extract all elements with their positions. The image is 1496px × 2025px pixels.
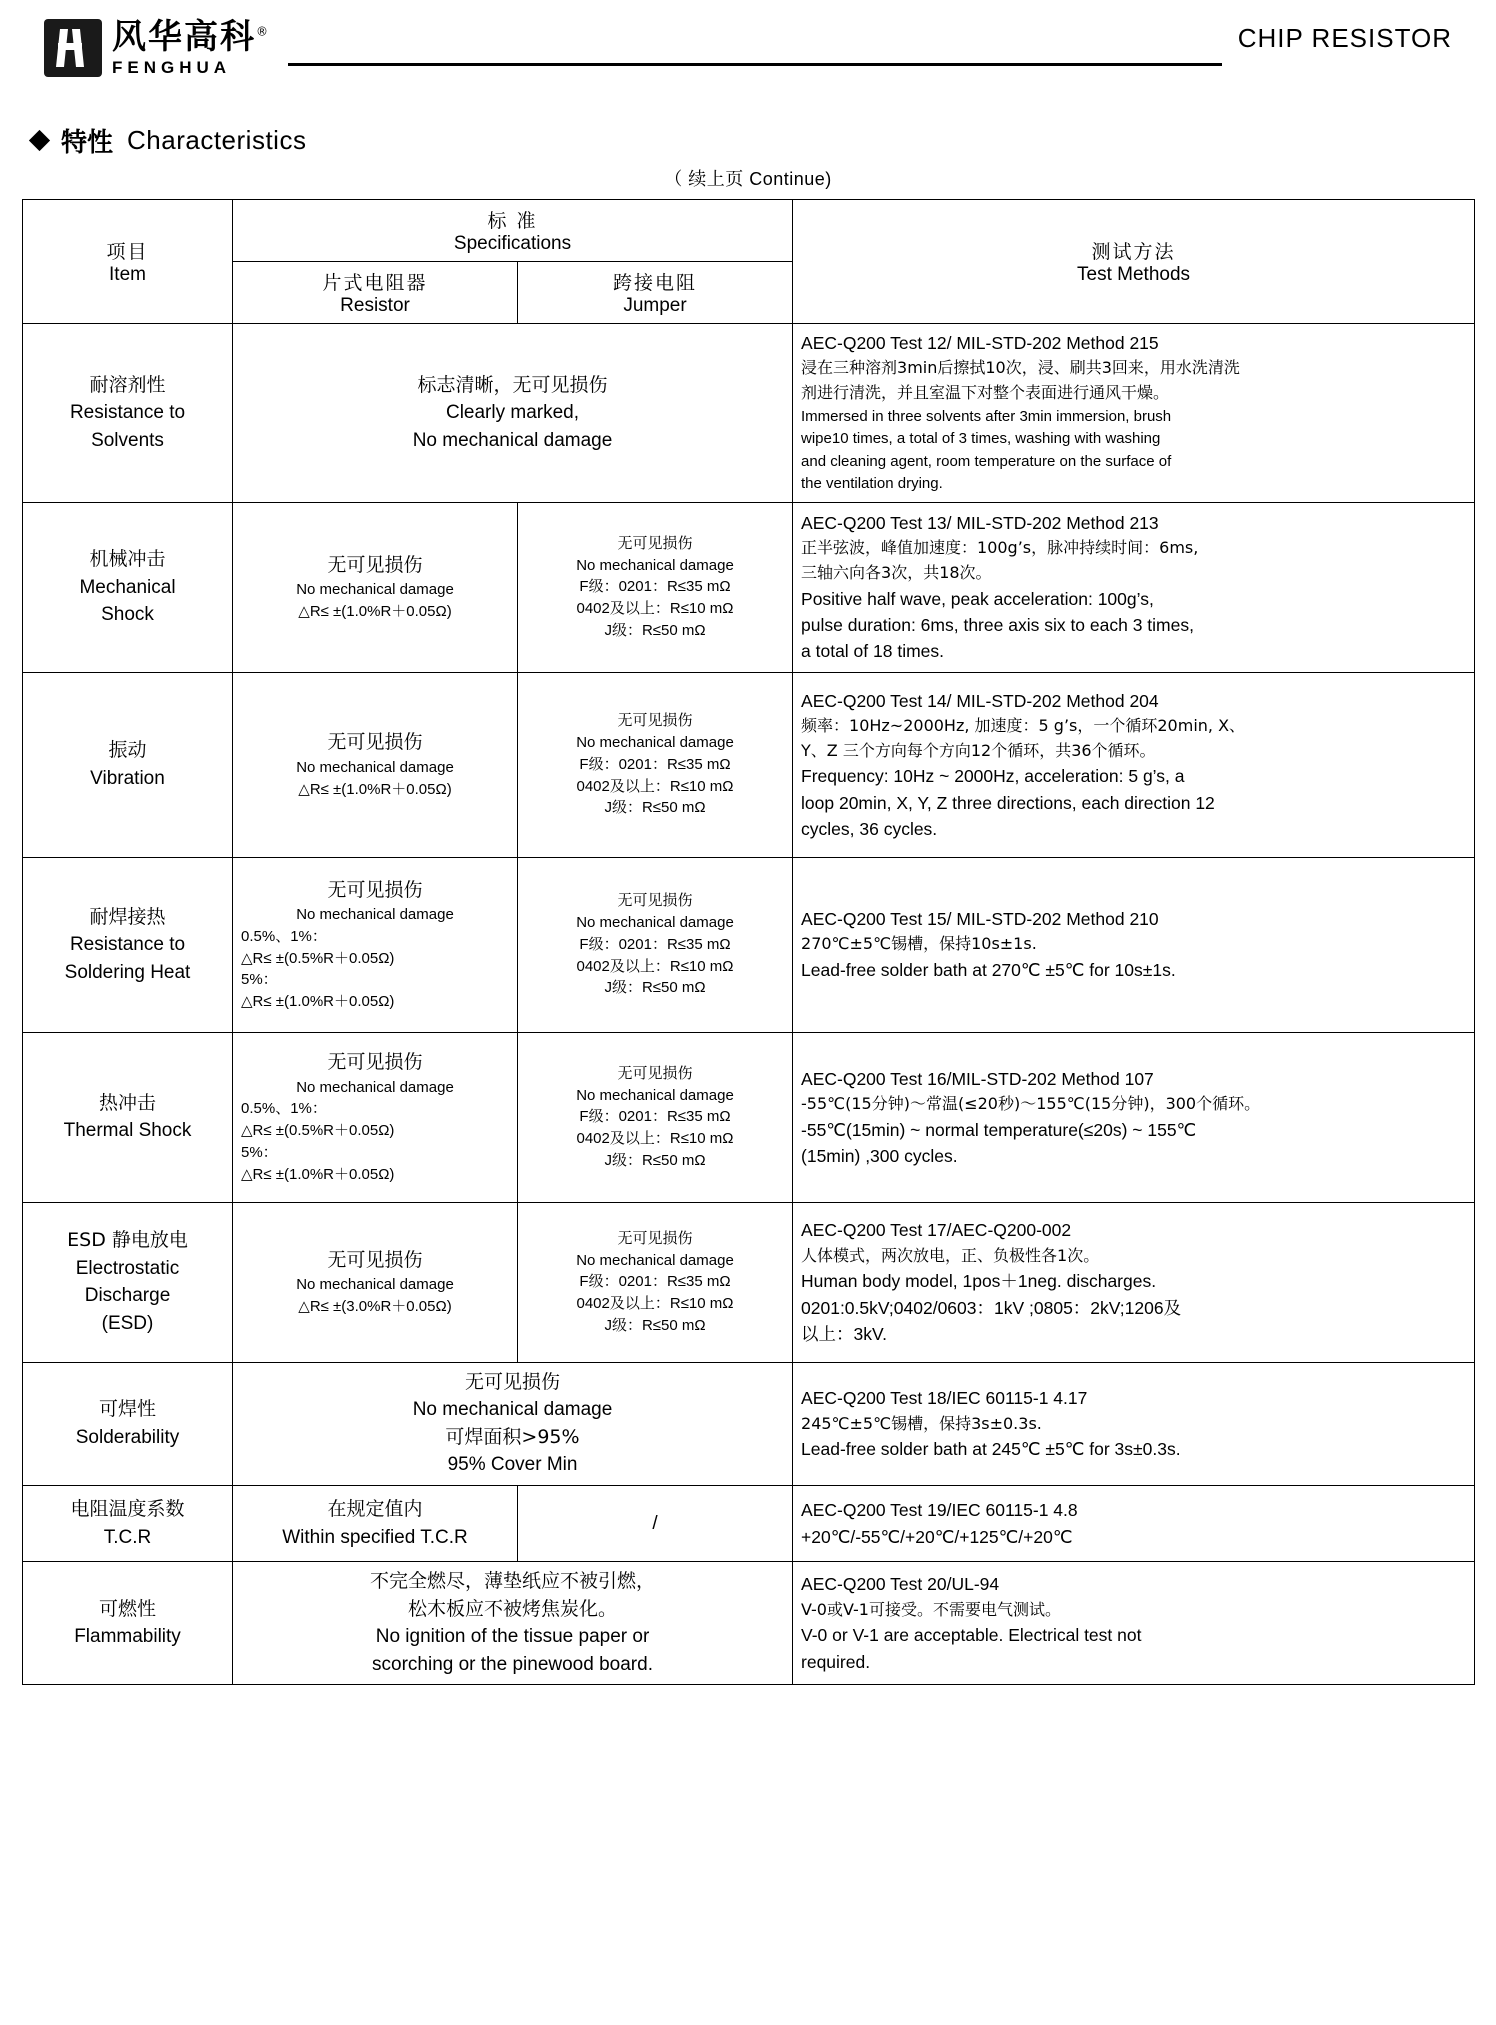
header-item-cn: 项目 <box>106 241 149 263</box>
resistor-tolerance: △R≤ ±(1.0%R＋0.05Ω) <box>298 603 452 621</box>
header-jumper-cn: 跨接电阻 <box>613 272 698 294</box>
table-row <box>23 1486 1475 1562</box>
item-cn: 振动 <box>108 739 147 762</box>
item-en-2: Soldering Heat <box>64 961 191 983</box>
spec-cn: 无可见损伤 <box>465 1370 561 1393</box>
row-resistor-tcr <box>233 1486 518 1562</box>
resistor-cn: 无可见损伤 <box>327 553 423 576</box>
jumper-line: 0402及以上：R≤10 mΩ <box>576 777 734 795</box>
test-line: a total of 18 times. <box>801 641 945 662</box>
item-en-3: (ESD) <box>101 1312 154 1334</box>
item-en-2: Discharge <box>84 1285 171 1307</box>
test-line: 频率：10Hz~2000Hz, 加速度：5 g’s，一个循环20min, X、 <box>801 715 1246 735</box>
table-row <box>23 1562 1475 1685</box>
test-line: AEC-Q200 Test 13/ MIL-STD-202 Method 213 <box>801 513 1159 534</box>
resistor-en: No mechanical damage <box>296 906 454 924</box>
jumper-cn: 无可见损伤 <box>617 711 693 730</box>
test-line: Lead-free solder bath at 270℃ ±5℃ for 10s±1s. <box>801 960 1176 981</box>
row-jumper-thermal-shock <box>518 1032 793 1202</box>
test-line: and cleaning agent, room temperature on the surface of <box>801 452 1172 470</box>
jumper-line: 0402及以上：R≤10 mΩ <box>576 1130 734 1148</box>
test-line: required. <box>801 1651 871 1672</box>
test-line: -55℃(15分钟)～常温(≤20秒)～155℃(15分钟)，300个循环。 <box>801 1093 1261 1113</box>
test-line: 270℃±5℃锡槽，保持10s±1s. <box>801 934 1037 954</box>
test-line: V-0 or V-1 are acceptable. Electrical test not <box>801 1625 1142 1646</box>
resistor-cn: 无可见损伤 <box>327 731 423 754</box>
test-line: AEC-Q200 Test 20/UL-94 <box>801 1574 1000 1595</box>
item-cn: 热冲击 <box>98 1091 156 1114</box>
test-line: 浸在三种溶剂3min后擦拭10次，浸、刷共3回来，用水洗清洗 <box>801 358 1240 378</box>
continue-note: （ 续上页 Continue) <box>664 169 832 189</box>
resistor-cn: 无可见损伤 <box>327 878 423 901</box>
header-resistor-en: Resistor <box>340 295 410 316</box>
item-en-1: Vibration <box>90 767 165 789</box>
diamond-bullet-icon <box>29 130 50 151</box>
test-line: 正半弦波，峰值加速度：100g’s，脉冲持续时间：6ms, <box>801 538 1199 558</box>
row-item-thermal-shock <box>23 1032 233 1202</box>
test-line: Human body model, 1pos＋1neg. discharges. <box>801 1271 1157 1292</box>
row-jumper-tcr <box>518 1486 793 1562</box>
section-heading <box>32 122 1474 159</box>
row-item-solvents <box>23 324 233 503</box>
row-resistor-esd <box>233 1202 518 1362</box>
item-en-1: Resistance to <box>69 402 186 424</box>
test-line: wipe10 times, a total of 3 times, washing with washing <box>801 430 1161 448</box>
jumper-line: 0402及以上：R≤10 mΩ <box>576 600 734 618</box>
resistor-line: 5%： <box>241 1143 278 1161</box>
logo-english-name: FENGHUA <box>112 58 232 77</box>
jumper-value: / <box>652 1512 658 1534</box>
header-test-methods <box>793 200 1475 324</box>
item-en-1: T.C.R <box>103 1526 152 1548</box>
test-line: AEC-Q200 Test 17/AEC-Q200-002 <box>801 1220 1072 1241</box>
resistor-line: △R≤ ±(1.0%R＋0.05Ω) <box>241 993 395 1011</box>
table-row <box>23 857 1475 1032</box>
row-test-esd <box>793 1202 1475 1362</box>
header-specifications <box>233 200 793 262</box>
resistor-line: 5%： <box>241 971 278 989</box>
resistor-en: No mechanical damage <box>296 758 454 776</box>
test-line: Y、Z 三个方向每个方向12个循环，共36个循环。 <box>801 740 1156 760</box>
resistor-cn: 在规定值内 <box>327 1497 423 1520</box>
test-line: loop 20min, X, Y, Z three directions, each direction 12 <box>801 792 1215 813</box>
header-jumper <box>518 262 793 324</box>
test-line: AEC-Q200 Test 19/IEC 60115-1 4.8 <box>801 1500 1078 1521</box>
fenghua-logo-icon <box>44 19 102 77</box>
test-line: Immersed in three solvents after 3min immersion, brush <box>801 407 1172 425</box>
table-row <box>23 1362 1475 1485</box>
test-line: AEC-Q200 Test 12/ MIL-STD-202 Method 215 <box>801 333 1159 353</box>
header-resistor-cn: 片式电阻器 <box>322 272 428 294</box>
item-cn: 耐焊接热 <box>89 905 166 928</box>
spec-cn-2: 松木板应不被烤焦炭化。 <box>408 1597 618 1620</box>
jumper-line: F级：0201：R≤35 mΩ <box>579 1273 731 1291</box>
item-en-1: Solderability <box>75 1426 180 1448</box>
item-en-1: Flammability <box>74 1626 181 1648</box>
registered-mark: ® <box>256 24 270 39</box>
test-line: pulse duration: 6ms, three axis six to each 3 times, <box>801 615 1194 636</box>
test-line: 三轴六向各3次，共18次。 <box>801 563 992 583</box>
test-line: 245℃±5℃锡槽，保持3s±0.3s. <box>801 1413 1042 1433</box>
test-line: Positive half wave, peak acceleration: 100g’s, <box>801 588 1154 609</box>
item-cn: 电阻温度系数 <box>70 1497 185 1520</box>
row-test-tcr <box>793 1486 1475 1562</box>
jumper-en: No mechanical damage <box>576 1251 734 1269</box>
jumper-en: No mechanical damage <box>576 556 734 574</box>
row-jumper-mechanical-shock <box>518 502 793 672</box>
test-line: 人体模式，两次放电，正、负极性各1次。 <box>801 1245 1100 1265</box>
table-row <box>23 1202 1475 1362</box>
spec-cn: 不完全燃尽，薄垫纸应不被引燃， <box>370 1570 656 1593</box>
spec-en-2: scorching or the pinewood board. <box>372 1653 653 1675</box>
row-jumper-vibration <box>518 672 793 857</box>
item-en-2: Shock <box>101 604 154 626</box>
document-title: CHIP RESISTOR <box>1237 22 1452 53</box>
row-item-flammability <box>23 1562 233 1685</box>
test-line: 剂进行清洗，并且室温下对整个表面进行通风干燥。 <box>801 383 1170 403</box>
test-line: AEC-Q200 Test 16/MIL-STD-202 Method 107 <box>801 1068 1154 1089</box>
item-cn: 可焊性 <box>98 1398 156 1421</box>
resistor-line: 0.5%、1%： <box>241 1100 327 1118</box>
row-spec-solderability <box>233 1362 793 1485</box>
section-title-cn: 特性 <box>61 128 114 158</box>
jumper-en: No mechanical damage <box>576 914 734 932</box>
item-en-1: Mechanical <box>79 576 176 598</box>
jumper-line: J级：R≤50 mΩ <box>604 621 706 639</box>
table-header-row <box>23 200 1475 262</box>
resistor-line: 0.5%、1%： <box>241 927 327 945</box>
resistor-cn: 无可见损伤 <box>327 1051 423 1074</box>
row-resistor-vibration <box>233 672 518 857</box>
test-line: -55℃(15min) ~ normal temperature(≤20s) ~ 155℃ <box>801 1119 1197 1140</box>
item-en-1: Resistance to <box>69 934 186 956</box>
row-test-solderability <box>793 1362 1475 1485</box>
jumper-cn: 无可见损伤 <box>617 533 693 552</box>
row-item-tcr <box>23 1486 233 1562</box>
test-line: 以上：3kV. <box>801 1323 887 1344</box>
logo-chinese-name: 风华高科 <box>112 17 256 57</box>
page-header <box>22 0 1474 96</box>
spec-en-2: No mechanical damage <box>412 429 613 451</box>
item-cn: 耐溶剂性 <box>89 373 166 396</box>
header-test-en: Test Methods <box>1077 264 1191 285</box>
row-jumper-soldering-heat <box>518 857 793 1032</box>
row-item-mechanical-shock <box>23 502 233 672</box>
spec-en-1: Clearly marked, <box>445 402 580 424</box>
item-cn: 机械冲击 <box>89 548 166 571</box>
row-item-esd <box>23 1202 233 1362</box>
spec-en-2: 95% Cover Min <box>447 1454 578 1476</box>
table-row <box>23 324 1475 503</box>
row-test-flammability <box>793 1562 1475 1685</box>
row-test-mechanical-shock <box>793 502 1475 672</box>
header-item <box>23 200 233 324</box>
row-test-vibration <box>793 672 1475 857</box>
spec-cn: 标志清晰，无可见损伤 <box>417 373 608 396</box>
table-row <box>23 672 1475 857</box>
jumper-line: F级：0201：R≤35 mΩ <box>579 755 731 773</box>
resistor-cn: 无可见损伤 <box>327 1248 423 1271</box>
item-cn: ESD 静电放电 <box>67 1229 188 1252</box>
test-line: AEC-Q200 Test 14/ MIL-STD-202 Method 204 <box>801 690 1159 711</box>
resistor-en: No mechanical damage <box>296 1078 454 1096</box>
jumper-line: 0402及以上：R≤10 mΩ <box>576 957 734 975</box>
jumper-line: 0402及以上：R≤10 mΩ <box>576 1295 734 1313</box>
jumper-line: J级：R≤50 mΩ <box>604 799 706 817</box>
spec-en-1: No ignition of the tissue paper or <box>375 1626 650 1648</box>
jumper-line: F级：0201：R≤35 mΩ <box>579 935 731 953</box>
row-item-vibration <box>23 672 233 857</box>
resistor-line: △R≤ ±(0.5%R＋0.05Ω) <box>241 949 395 967</box>
header-item-en: Item <box>109 264 146 285</box>
test-line: +20℃/-55℃/+20℃/+125℃/+20℃ <box>801 1526 1073 1547</box>
row-test-thermal-shock <box>793 1032 1475 1202</box>
resistor-en: Within specified T.C.R <box>282 1526 468 1548</box>
characteristics-table <box>22 199 1475 1685</box>
company-logo <box>44 19 270 77</box>
item-en-1: Thermal Shock <box>63 1120 192 1142</box>
jumper-line: F级：0201：R≤35 mΩ <box>579 1108 731 1126</box>
header-test-cn: 测试方法 <box>1091 241 1176 263</box>
resistor-line: △R≤ ±(0.5%R＋0.05Ω) <box>241 1122 395 1140</box>
header-divider <box>288 63 1222 66</box>
resistor-tolerance: △R≤ ±(1.0%R＋0.05Ω) <box>298 780 452 798</box>
row-resistor-thermal-shock <box>233 1032 518 1202</box>
test-line: V-0或V-1可接受。不需要电气测试。 <box>801 1599 1061 1619</box>
header-resistor <box>233 262 518 324</box>
jumper-cn: 无可见损伤 <box>617 1228 693 1247</box>
test-line: the ventilation drying. <box>801 475 943 493</box>
header-spec-cn: 标 准 <box>487 210 538 232</box>
jumper-en: No mechanical damage <box>576 734 734 752</box>
test-line: AEC-Q200 Test 18/IEC 60115-1 4.17 <box>801 1388 1088 1409</box>
test-line: cycles, 36 cycles. <box>801 818 938 839</box>
item-en-1: Electrostatic <box>75 1257 180 1279</box>
test-line: Frequency: 10Hz ~ 2000Hz, acceleration: 5 g’s, a <box>801 766 1185 787</box>
resistor-en: No mechanical damage <box>296 1276 454 1294</box>
row-test-soldering-heat <box>793 857 1475 1032</box>
row-item-solderability <box>23 1362 233 1485</box>
section-title-en: Characteristics <box>127 125 307 155</box>
row-item-soldering-heat <box>23 857 233 1032</box>
row-resistor-mechanical-shock <box>233 502 518 672</box>
row-jumper-esd <box>518 1202 793 1362</box>
table-row <box>23 502 1475 672</box>
header-jumper-en: Jumper <box>623 295 687 316</box>
row-test-solvents <box>793 324 1475 503</box>
jumper-cn: 无可见损伤 <box>617 891 693 910</box>
test-line: (15min) ,300 cycles. <box>801 1145 958 1166</box>
spec-en-1: No mechanical damage <box>412 1399 613 1421</box>
logo-text <box>112 17 270 77</box>
jumper-line: J级：R≤50 mΩ <box>604 979 706 997</box>
resistor-tolerance: △R≤ ±(3.0%R＋0.05Ω) <box>298 1298 452 1316</box>
table-row <box>23 1032 1475 1202</box>
test-line: Lead-free solder bath at 245℃ ±5℃ for 3s±0.3s. <box>801 1439 1181 1460</box>
item-en-2: Solvents <box>91 429 164 451</box>
header-spec-en: Specifications <box>453 233 572 254</box>
row-resistor-soldering-heat <box>233 857 518 1032</box>
test-line: AEC-Q200 Test 15/ MIL-STD-202 Method 210 <box>801 909 1159 930</box>
test-line: 0201:0.5kV;0402/0603：1kV ;0805：2kV;1206及 <box>801 1297 1182 1318</box>
resistor-en: No mechanical damage <box>296 581 454 599</box>
jumper-line: J级：R≤50 mΩ <box>604 1151 706 1169</box>
jumper-cn: 无可见损伤 <box>617 1063 693 1082</box>
resistor-line: △R≤ ±(1.0%R＋0.05Ω) <box>241 1165 395 1183</box>
jumper-line: F级：0201：R≤35 mΩ <box>579 578 731 596</box>
item-cn: 可燃性 <box>98 1597 156 1620</box>
jumper-en: No mechanical damage <box>576 1086 734 1104</box>
jumper-line: J级：R≤50 mΩ <box>604 1316 706 1334</box>
row-spec-flammability <box>233 1562 793 1685</box>
spec-cn-2: 可焊面积>95% <box>445 1425 580 1448</box>
row-spec-solvents <box>233 324 793 503</box>
